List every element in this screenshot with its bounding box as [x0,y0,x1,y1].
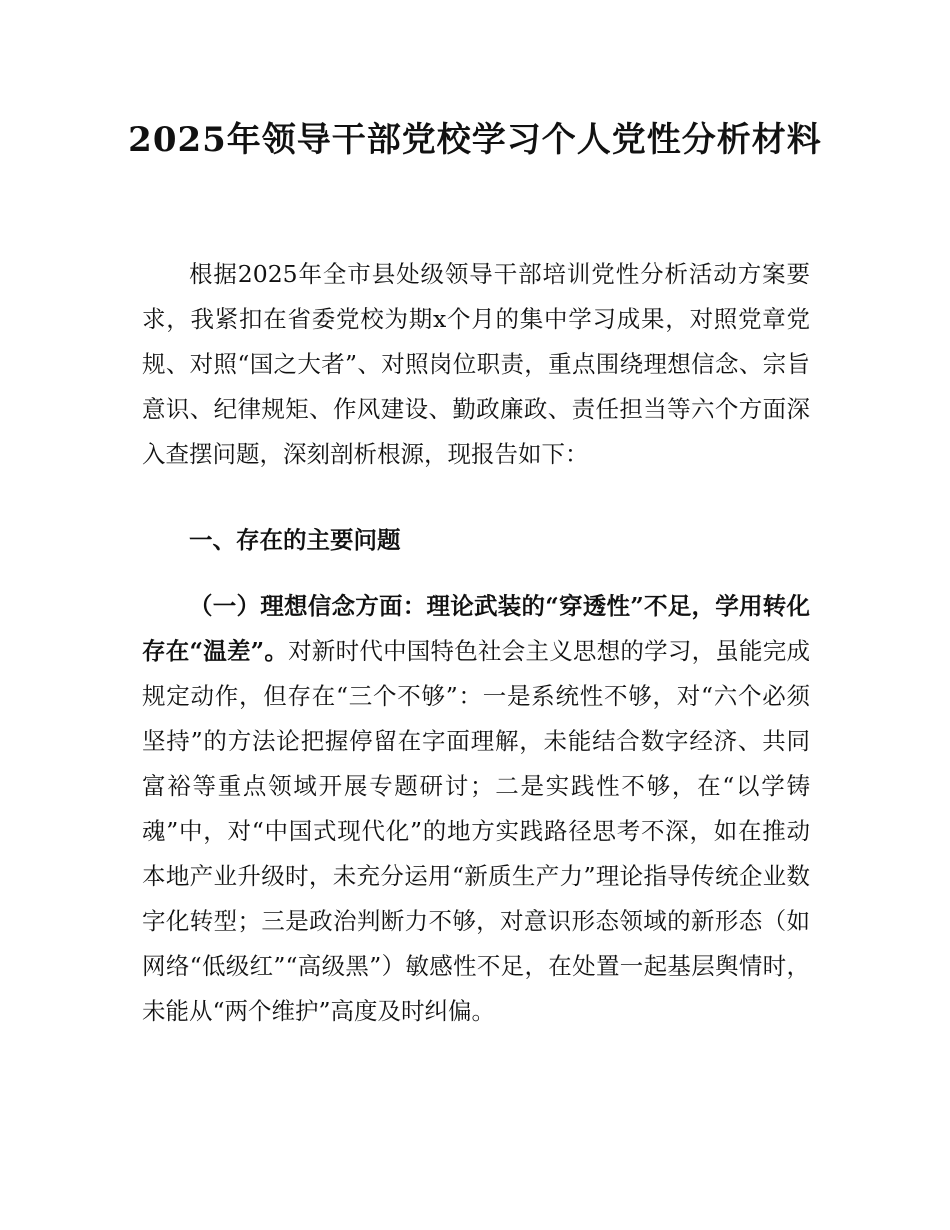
section-1-lead: （一）理想信念方面：理论武装的“穿透性”不足，学用转化存在“温差”。 [142,592,810,665]
section-heading-problems: 一、存在的主要问题 [189,526,401,554]
section-1-paragraph [142,584,810,1034]
document-title: 2025年领导干部党校学习个人党性分析材料 [128,120,822,160]
section-1-body: 对新时代中国特色社会主义思想的学习，虽能完成规定动作，但存在“三个不够”：一是系统性不够，对“六个必须坚持”的方法论把握停留在字面理解，未能结合数字经济、共同富裕等重点领域开展专题研讨；二是实践性不够，在“以学铸魂”中，对“中国式现代化”的地方实践路径思考不深，如在推动本地产业升级时，未充分运用“新质生产力”理论指导传统企业数字化转型；三是政治判断力不够，对意识形态领域的新形态（如网络“低级红”“高级黑”）敏感性不足，在处置一起基层舆情时，未能从“两个维护”高度及时纠偏。 [142,637,810,1025]
intro-paragraph: 根据2025年全市县处级领导干部培训党性分析活动方案要求，我紧扣在省委党校为期x个月的集中学习成果，对照党章党规、对照“国之大者”、对照岗位职责，重点围绕理想信念、宗旨意识、纪律规矩、作风建设、勤政廉政、责任担当等六个方面深入查摆问题，深刻剖析根源，现报告如下： [142,260,810,468]
